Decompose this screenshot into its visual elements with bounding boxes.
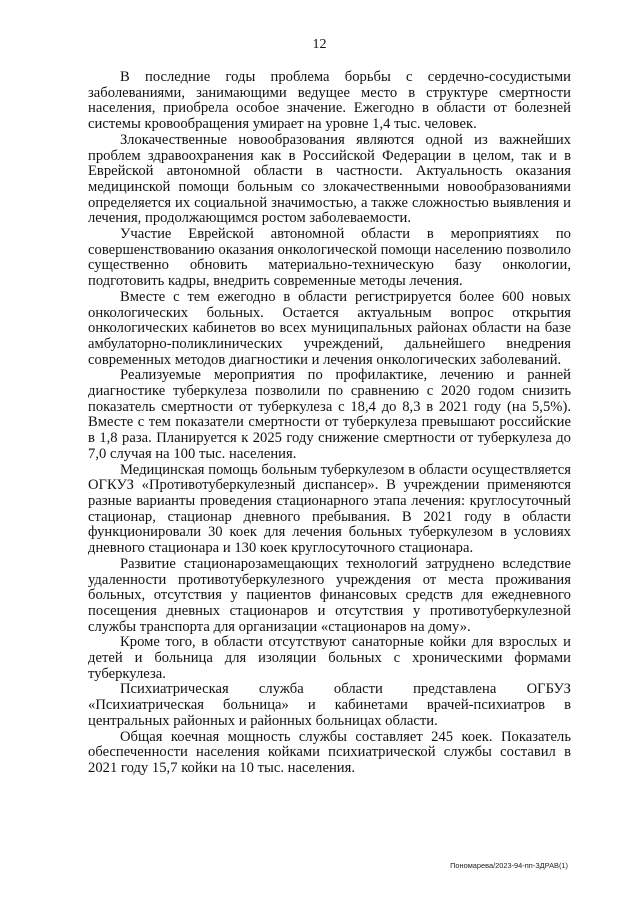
page-number: 12 <box>312 37 327 52</box>
paragraph-inpatient-replacement: Развитие стационарозамещающих технологий затруднено вследствие удаленности противотуберкулезного учреждения от места проживания больных, отсутствия у пациентов финансовых средств для ежедневного посещения дневных стационаров и отсутствия у противотуберкулезной службы транспорта для организации «стационаров на дому». <box>88 555 571 635</box>
paragraph-psychiatric-beds: Общая коечная мощность службы составляет 245 коек. Показатель обеспеченности населения койками психиатрической службы составил в 2021 году 15,7 койки на 10 тыс. населения. <box>88 728 571 776</box>
footer-document-code: Пономарева/2023-94-пп-ЗДРАВ(1) <box>450 861 568 870</box>
paragraph-tuberculosis-mortality: Реализуемые мероприятия по профилактике, лечению и ранней диагностике туберкулеза позволили по сравнению с 2020 годом снизить показатель смертности от туберкулеза с 18,4 до 8,3 в 2021 году (на 5,5%). Вместе с тем показатели смертности от туберкулеза превышают российские в 1,8 раза. Планируется к 2025 году снижение смертности от туберкулеза до 7,0 случая на 100 тыс. населения. <box>88 367 571 462</box>
document-body <box>88 70 571 777</box>
paragraph-oncology-new-patients: Вместе с тем ежегодно в области регистрируется более 600 новых онкологических больных. Остается актуальным вопрос открытия онкологических кабинетов во всех муниципальных районах области на базе амбулаторно-поликлинических учреждений, дальнейшего внедрения современных методов диагностики и лечения онкологических заболеваний. <box>88 288 571 368</box>
paragraph-oncology-participation: Участие Еврейской автономной области в мероприятиях по совершенствованию оказания онкологической помощи населению позволило существенно обновить материально-техническую базу онкологии, подготовить кадры, внедрить современные методы лечения. <box>88 226 571 290</box>
paragraph-sanatorium-beds: Кроме того, в области отсутствуют санаторные койки для взрослых и детей и больница для изоляции больных с хроническими формами туберкулеза. <box>88 634 571 682</box>
paragraph-cardiovascular: В последние годы проблема борьбы с сердечно-сосудистыми заболеваниями, занимающими ведущее место в структуре смертности населения, приобрела особое значение. Ежегодно в области от болезней системы кровообращения умирает на уровне 1,4 тыс. человек. <box>88 69 571 133</box>
paragraph-psychiatric-service: Психиатрическая служба области представлена ОГБУЗ «Психиатрическая больница» и кабинетами врачей-психиатров в центральных районных и районных больницах области. <box>88 681 571 729</box>
paragraph-tuberculosis-care: Медицинская помощь больным туберкулезом в области осуществляется ОГКУЗ «Противотуберкулезный диспансер». В учреждении применяются разные варианты проведения стационарного этапа лечения: круглосуточный стационар, стационар дневного пребывания. В 2021 году в области функционировали 30 коек для лечения больных туберкулезом в условиях дневного стационара и 130 коек круглосуточного стационара. <box>88 461 571 557</box>
paragraph-oncology-problem: Злокачественные новообразования являются одной из важнейших проблем здравоохранения как в Российской Федерации в целом, так и в Еврейской автономной области в частности. Актуальность оказания медицинской помощи больным со злокачественными новообразованиями определяется их социальной значимостью, а также сложностью выявления и лечения, продолжающимся ростом заболеваемости. <box>88 131 571 227</box>
